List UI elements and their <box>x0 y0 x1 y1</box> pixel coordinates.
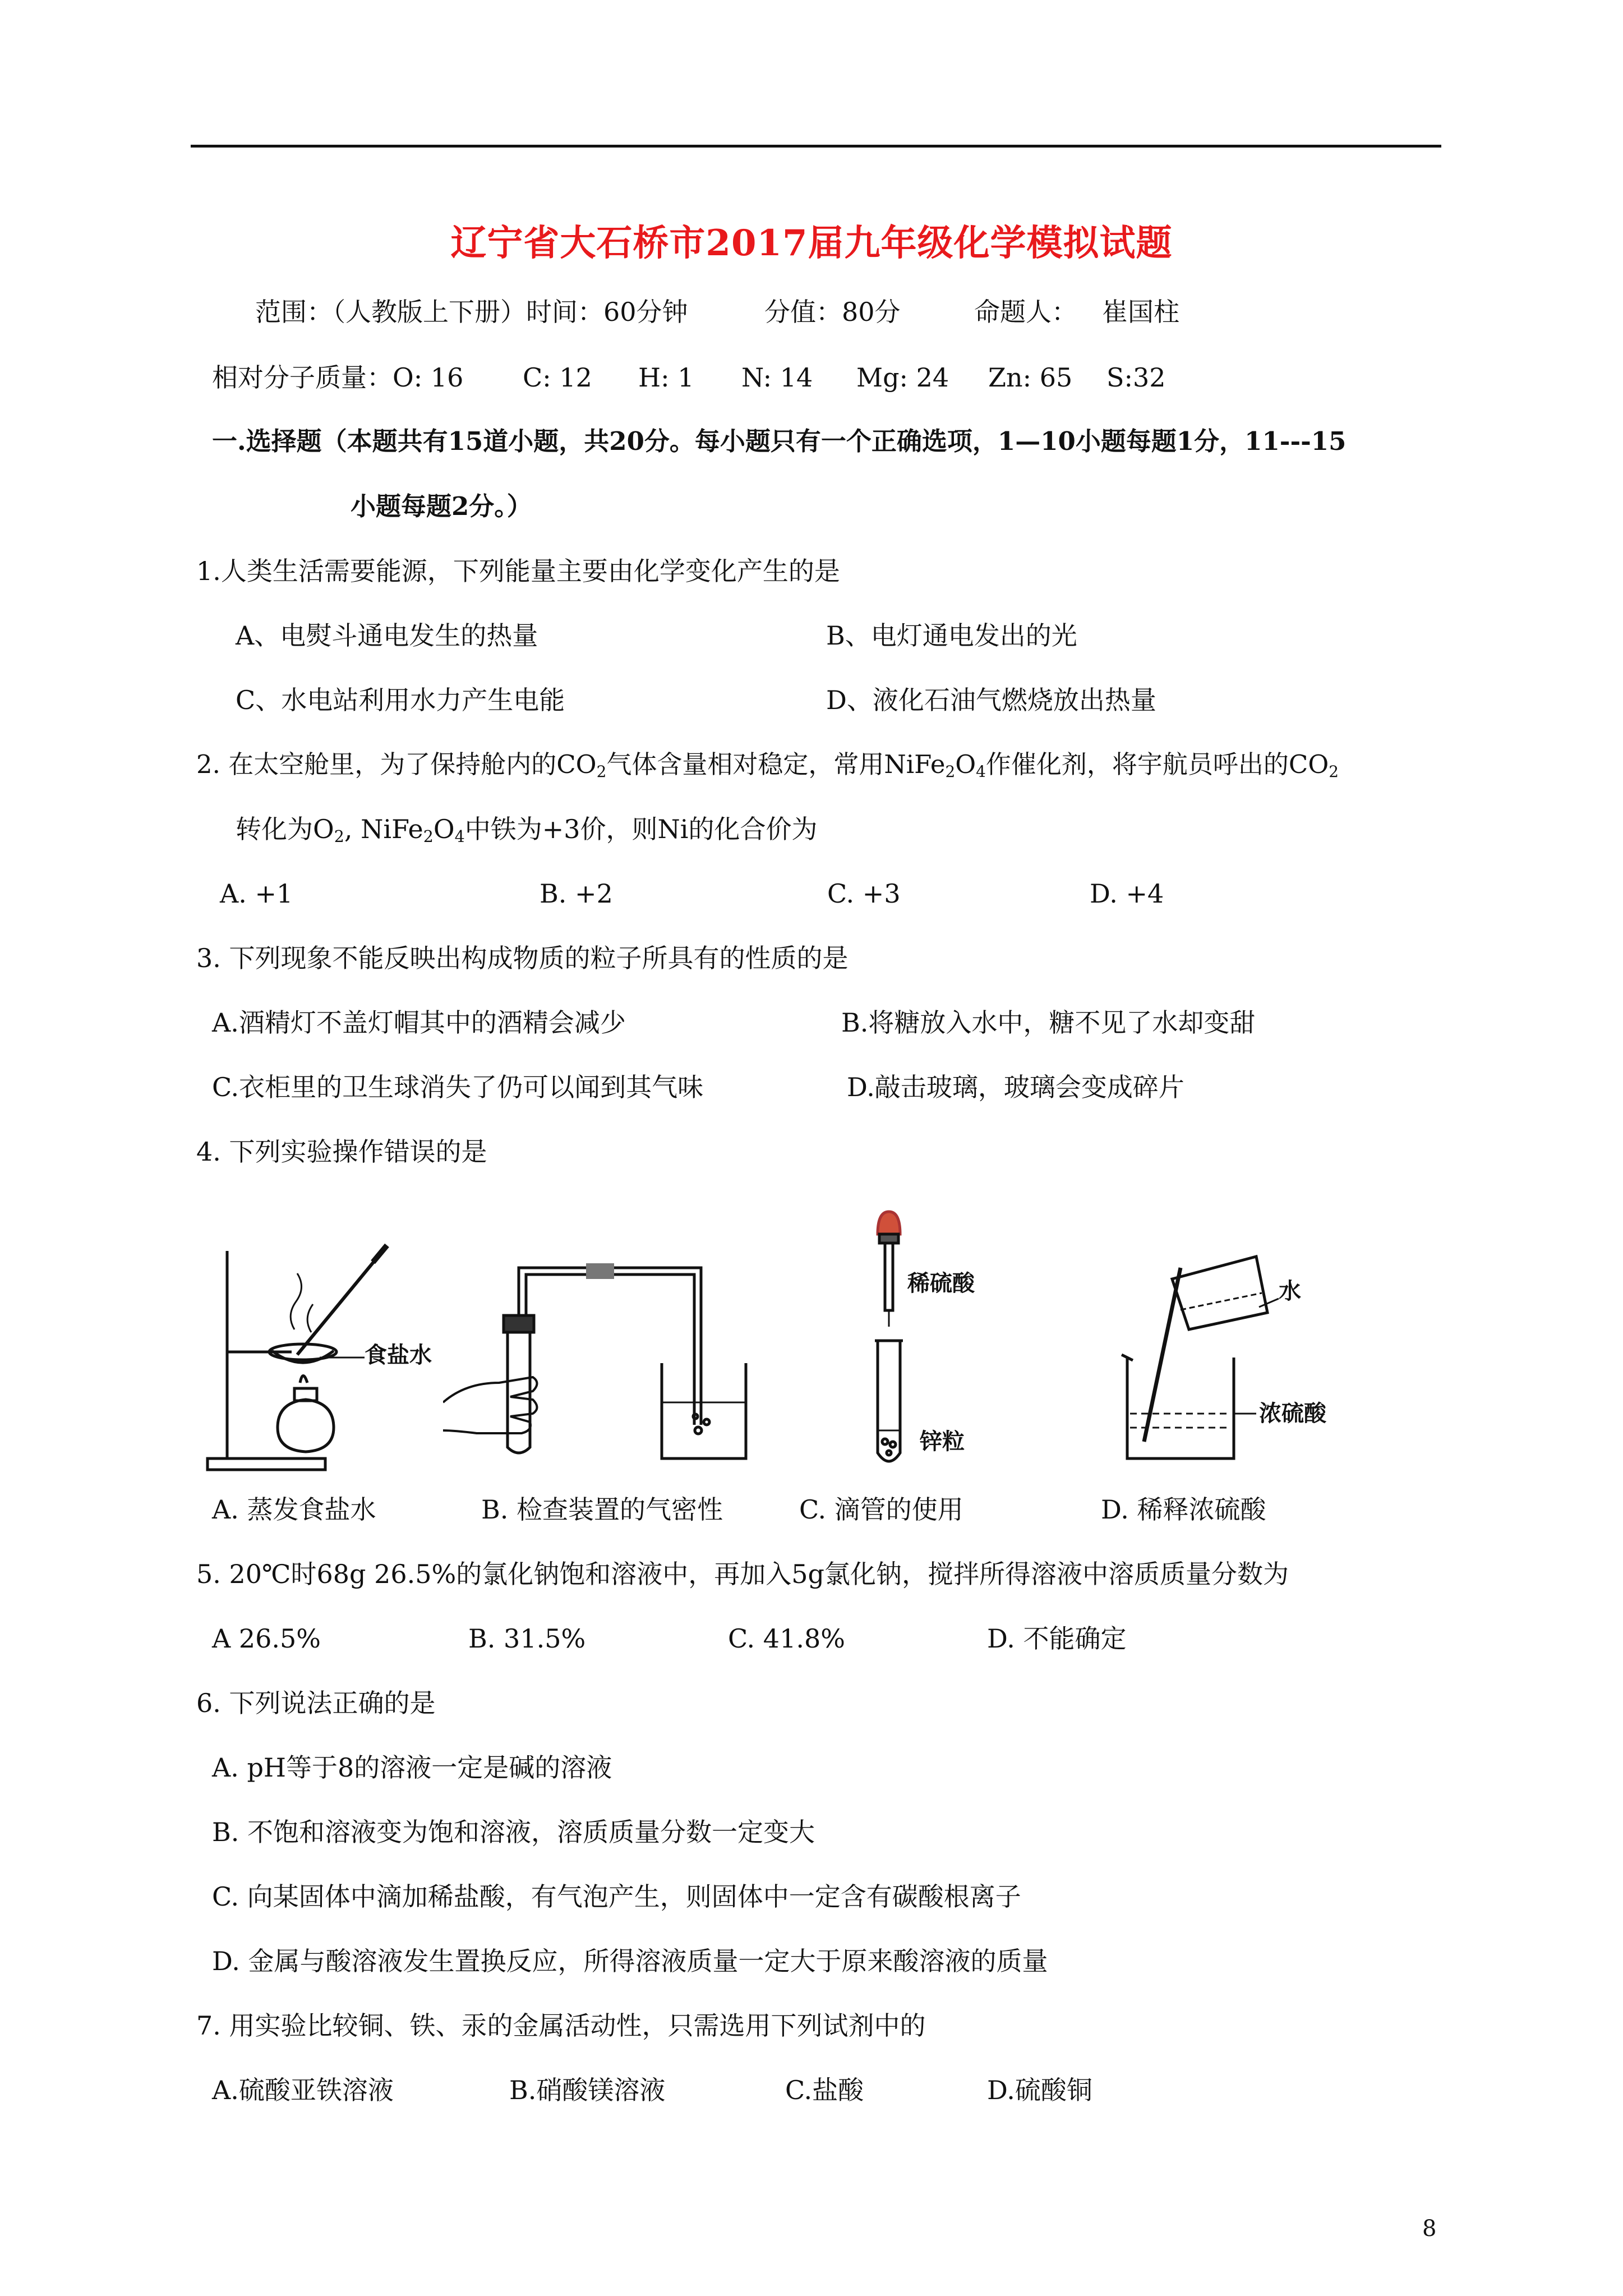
label-conc-sulfuric: 浓硫酸 <box>1259 1400 1326 1427</box>
header-rule <box>191 145 1441 148</box>
exam-author-name: 崔国柱 <box>1102 297 1179 327</box>
q1-option-c: C、水电站利用水力产生电能 <box>236 685 565 715</box>
q6-stem: 6. 下列说法正确的是 <box>196 1688 436 1718</box>
q3-option-d: D.敲击玻璃，玻璃会变成碎片 <box>847 1072 1184 1102</box>
label-zinc: 锌粒 <box>920 1428 965 1455</box>
mass-s: S:32 <box>1106 362 1166 393</box>
q5-option-b: B. 31.5% <box>468 1623 586 1654</box>
q1-option-a: A、电熨斗通电发生的热量 <box>236 620 538 651</box>
q4-option-d: D. 稀释浓硫酸 <box>1101 1494 1266 1525</box>
mass-zn: Zn: 65 <box>988 362 1073 393</box>
q5-option-a: A 26.5% <box>212 1623 321 1654</box>
q3-option-a: A.酒精灯不盖灯帽其中的酒精会减少 <box>212 1007 626 1038</box>
exam-score: 分值：80分 <box>764 297 901 327</box>
q7-option-b: B.硝酸镁溶液 <box>509 2075 666 2105</box>
mass-c: C: 12 <box>523 362 592 393</box>
q6-option-d: D. 金属与酸溶液发生置换反应，所得溶液质量一定大于原来酸溶液的质量 <box>212 1946 1048 1976</box>
page-title: 辽宁省大石桥市2017届九年级化学模拟试题 <box>450 222 1173 264</box>
exam-author-label: 命题人： <box>974 297 1077 327</box>
exam-scope: 范围：（人教版上下册）时间：60分钟 <box>255 297 688 327</box>
mass-h: H: 1 <box>638 362 694 393</box>
q2-stem: 2. 在太空舱里，为了保持舱内的$CO_2$气体含量相对稳定，常用$NiFe_2O_4$作催化剂，将宇航员呼出的$CO_2$ <box>196 749 1339 781</box>
q7-option-a: A.硫酸亚铁溶液 <box>212 2075 394 2105</box>
label-salt-water: 食盐水 <box>365 1342 432 1368</box>
section-heading: 一.选择题（本题共有15道小题，共20分。每小题只有一个正确选项，1—10小题每题1分，11---15 <box>212 426 1347 456</box>
mass-mg: Mg: 24 <box>856 362 949 393</box>
q1-stem: 1.人类生活需要能源，下列能量主要由化学变化产生的是 <box>196 556 840 586</box>
q6-option-c: C. 向某固体中滴加稀盐酸，有气泡产生，则固体中一定含有碳酸根离子 <box>212 1881 1021 1912</box>
q5-stem: 5. 20℃时68g 26.5%的氯化钠饱和溶液中，再加入5g氯化钠，搅拌所得溶液中溶质质量分数为 <box>196 1559 1289 1589</box>
q2-option-a: A. +1 <box>220 878 293 909</box>
q6-option-b: B. 不饱和溶液变为饱和溶液，溶质质量分数一定变大 <box>212 1817 815 1847</box>
q4-option-b: B. 检查装置的气密性 <box>481 1494 723 1525</box>
q6-option-a: A. pH等于8的溶液一定是碱的溶液 <box>212 1752 612 1783</box>
label-dilute-sulfuric: 稀硫酸 <box>907 1270 975 1296</box>
q2-option-d: D. +4 <box>1090 878 1164 909</box>
q7-option-c: C.盐酸 <box>785 2075 864 2105</box>
q4-option-a: A. 蒸发食盐水 <box>212 1494 376 1525</box>
q5-option-d: D. 不能确定 <box>987 1623 1127 1654</box>
q3-option-c: C.衣柜里的卫生球消失了仍可以闻到其气味 <box>212 1072 704 1102</box>
q1-option-d: D、液化石油气燃烧放出热量 <box>826 685 1156 715</box>
q5-option-c: C. 41.8% <box>728 1623 845 1654</box>
q7-option-d: D.硫酸铜 <box>987 2075 1092 2105</box>
q4-stem: 4. 下列实验操作错误的是 <box>196 1137 487 1167</box>
q2-stem-cont: 转化为$O_2$, $NiFe_2O_4$中铁为+3价，则Ni的化合价为 <box>236 814 818 846</box>
page-number: 8 <box>1422 2216 1437 2242</box>
relative-mass-label: 相对分子质量：O: 16 <box>212 362 464 393</box>
q1-option-b: B、电灯通电发出的光 <box>826 620 1077 651</box>
q3-stem: 3. 下列现象不能反映出构成物质的粒子所具有的性质的是 <box>196 943 849 973</box>
mass-n: N: 14 <box>741 362 813 393</box>
section-heading-cont: 小题每题2分。） <box>351 491 532 521</box>
q7-stem: 7. 用实验比较铜、铁、汞的金属活动性，只需选用下列试剂中的 <box>196 2010 926 2041</box>
figure-airtightness <box>443 1262 757 1464</box>
q4-option-c: C. 滴管的使用 <box>799 1494 963 1525</box>
label-water: 水 <box>1279 1278 1301 1304</box>
figure-evaporation <box>196 1240 432 1475</box>
q2-option-c: C. +3 <box>827 878 901 909</box>
figure-dilution <box>1116 1245 1326 1470</box>
figure-dropper <box>864 1206 975 1475</box>
q2-option-b: B. +2 <box>540 878 613 909</box>
q3-option-b: B.将糖放入水中，糖不见了水却变甜 <box>841 1007 1256 1038</box>
